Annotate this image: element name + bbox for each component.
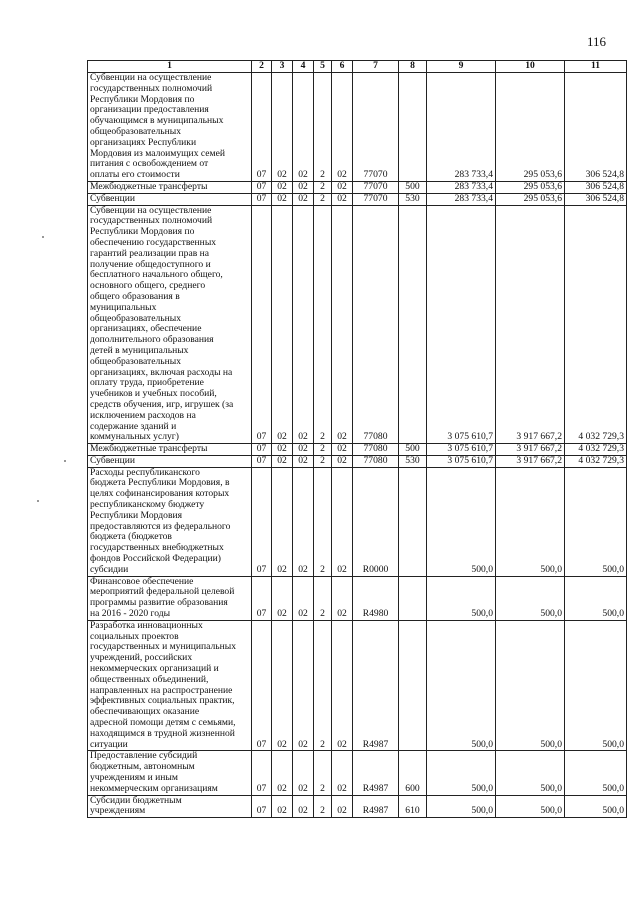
code-cell-c3: 02	[272, 620, 293, 751]
code-cell-c7: 77070	[353, 181, 399, 193]
table-row	[88, 576, 627, 620]
table-row	[88, 467, 627, 576]
code-cell-c4: 02	[293, 751, 314, 795]
amount-cell-c10: 3 917 667,2	[496, 444, 565, 456]
amount-cell-c11: 500,0	[565, 751, 627, 795]
code-cell-c8: 610	[399, 795, 427, 818]
table-row	[88, 73, 627, 182]
header-row	[88, 61, 627, 73]
amount-cell-c11: 500,0	[565, 620, 627, 751]
table-row	[88, 181, 627, 193]
code-cell-c2: 07	[252, 576, 272, 620]
code-cell-c3: 02	[272, 576, 293, 620]
table-row	[88, 795, 627, 818]
code-cell-c6: 02	[332, 181, 353, 193]
amount-cell-c9: 500,0	[427, 620, 496, 751]
row-name-cell: Субвенции на осуществление государственных полномочий Республики Мордовия по организации предоставления обучающимся в муниципальных общеобразовательных организациях Республики Мордовия из малоимущих семей питания с освобождением от оплаты его стоимости	[88, 73, 252, 182]
code-cell-c8: 500	[399, 444, 427, 456]
amount-cell-c9: 500,0	[427, 576, 496, 620]
code-cell-c4: 02	[293, 795, 314, 818]
code-cell-c5: 2	[314, 444, 332, 456]
amount-cell-c9: 3 075 610,7	[427, 455, 496, 467]
table-body	[88, 73, 627, 818]
code-cell-c2: 07	[252, 205, 272, 444]
code-cell-c3: 02	[272, 751, 293, 795]
column-header-5: 5	[314, 61, 332, 73]
amount-cell-c10: 295 053,6	[496, 73, 565, 182]
code-cell-c8: 530	[399, 193, 427, 205]
row-name-cell: Субвенции на осуществление государственных полномочий Республики Мордовия по обеспечению государственных гарантий реализации прав на получение общедоступного и бесплатного начального общего, основного общего, среднего общего образования в муниципальных общеобразовательных организациях, обеспечение дополнительного образования детей в муниципальных общеобразовательных организациях, включая расходы на оплату труда, приобретение учебников и учебных пособий, средств обучения, игр, игрушек (за исключением расходов на содержание зданий и коммунальных услуг)	[88, 205, 252, 444]
amount-cell-c9: 283 733,4	[427, 73, 496, 182]
code-cell-c6: 02	[332, 73, 353, 182]
code-cell-c8	[399, 73, 427, 182]
code-cell-c7: R4980	[353, 576, 399, 620]
amount-cell-c9: 500,0	[427, 751, 496, 795]
scan-speck	[42, 236, 44, 238]
row-name-cell: Межбюджетные трансферты	[88, 181, 252, 193]
code-cell-c7: 77070	[353, 193, 399, 205]
code-cell-c2: 07	[252, 193, 272, 205]
code-cell-c2: 07	[252, 455, 272, 467]
table-row	[88, 455, 627, 467]
column-header-6: 6	[332, 61, 353, 73]
code-cell-c4: 02	[293, 73, 314, 182]
code-cell-c5: 2	[314, 181, 332, 193]
row-name-cell: Расходы республиканского бюджета Республики Мордовия, в целях софинансирования которых республиканскому бюджету Республики Мордовия предоставляются из федерального бюджета (бюджетов государственных внебюджетных фондов Российской Федерации) субсидии	[88, 467, 252, 576]
amount-cell-c9: 3 075 610,7	[427, 444, 496, 456]
code-cell-c2: 07	[252, 620, 272, 751]
code-cell-c5: 2	[314, 795, 332, 818]
code-cell-c5: 2	[314, 576, 332, 620]
code-cell-c4: 02	[293, 467, 314, 576]
code-cell-c7: R4987	[353, 751, 399, 795]
code-cell-c3: 02	[272, 193, 293, 205]
code-cell-c3: 02	[272, 455, 293, 467]
code-cell-c8: 600	[399, 751, 427, 795]
code-cell-c5: 2	[314, 205, 332, 444]
column-header-2: 2	[252, 61, 272, 73]
code-cell-c7: 77080	[353, 455, 399, 467]
amount-cell-c9: 500,0	[427, 467, 496, 576]
code-cell-c3: 02	[272, 205, 293, 444]
code-cell-c3: 02	[272, 795, 293, 818]
column-header-4: 4	[293, 61, 314, 73]
code-cell-c6: 02	[332, 455, 353, 467]
amount-cell-c10: 500,0	[496, 467, 565, 576]
code-cell-c2: 07	[252, 751, 272, 795]
amount-cell-c9: 283 733,4	[427, 193, 496, 205]
code-cell-c7: R4987	[353, 795, 399, 818]
code-cell-c5: 2	[314, 620, 332, 751]
code-cell-c5: 2	[314, 73, 332, 182]
amount-cell-c11: 4 032 729,3	[565, 444, 627, 456]
amount-cell-c10: 3 917 667,2	[496, 205, 565, 444]
code-cell-c8	[399, 576, 427, 620]
row-name-cell: Финансовое обеспечение мероприятий федеральной целевой программы развитие образования на 2016 - 2020 годы	[88, 576, 252, 620]
column-header-10: 10	[496, 61, 565, 73]
table-row	[88, 620, 627, 751]
amount-cell-c10: 500,0	[496, 576, 565, 620]
amount-cell-c10: 500,0	[496, 751, 565, 795]
code-cell-c3: 02	[272, 444, 293, 456]
code-cell-c2: 07	[252, 467, 272, 576]
column-header-9: 9	[427, 61, 496, 73]
amount-cell-c11: 306 524,8	[565, 181, 627, 193]
code-cell-c3: 02	[272, 467, 293, 576]
code-cell-c4: 02	[293, 455, 314, 467]
code-cell-c4: 02	[293, 205, 314, 444]
amount-cell-c11: 4 032 729,3	[565, 455, 627, 467]
amount-cell-c10: 500,0	[496, 620, 565, 751]
code-cell-c7: 77070	[353, 73, 399, 182]
row-name-cell: Предоставление субсидий бюджетным, автономным учреждениям и иным некоммерческим организациям	[88, 751, 252, 795]
column-header-8: 8	[399, 61, 427, 73]
page-number: 116	[587, 34, 607, 49]
row-name-cell: Межбюджетные трансферты	[88, 444, 252, 456]
amount-cell-c9: 500,0	[427, 795, 496, 818]
amount-cell-c10: 3 917 667,2	[496, 455, 565, 467]
code-cell-c2: 07	[252, 181, 272, 193]
code-cell-c2: 07	[252, 73, 272, 182]
row-name-cell: Разработка инновационных социальных проектов государственных и муниципальных учреждений, российских некоммерческих организаций и общественных объединений, направленных на распространение эффективных социальных практик, обеспечивающих оказание адресной помощи детям с семьями, находящимся в трудной жизненной ситуации	[88, 620, 252, 751]
row-name-cell: Субвенции	[88, 193, 252, 205]
code-cell-c8	[399, 467, 427, 576]
code-cell-c4: 02	[293, 444, 314, 456]
code-cell-c6: 02	[332, 205, 353, 444]
code-cell-c7: 77080	[353, 205, 399, 444]
code-cell-c5: 2	[314, 751, 332, 795]
column-header-1: 1	[88, 61, 252, 73]
amount-cell-c10: 295 053,6	[496, 193, 565, 205]
row-name-cell: Субсидии бюджетным учреждениям	[88, 795, 252, 818]
row-name-cell: Субвенции	[88, 455, 252, 467]
code-cell-c8: 530	[399, 455, 427, 467]
code-cell-c7: R4987	[353, 620, 399, 751]
code-cell-c6: 02	[332, 576, 353, 620]
amount-cell-c11: 306 524,8	[565, 193, 627, 205]
amount-cell-c9: 283 733,4	[427, 181, 496, 193]
scan-speck	[64, 460, 66, 462]
table-row	[88, 193, 627, 205]
amount-cell-c10: 500,0	[496, 795, 565, 818]
table-row	[88, 751, 627, 795]
amount-cell-c11: 4 032 729,3	[565, 205, 627, 444]
code-cell-c5: 2	[314, 193, 332, 205]
column-header-7: 7	[353, 61, 399, 73]
column-header-11: 11	[565, 61, 627, 73]
amount-cell-c11: 500,0	[565, 576, 627, 620]
amount-cell-c11: 500,0	[565, 795, 627, 818]
code-cell-c4: 02	[293, 620, 314, 751]
scan-speck	[37, 500, 39, 502]
code-cell-c2: 07	[252, 444, 272, 456]
code-cell-c4: 02	[293, 181, 314, 193]
code-cell-c6: 02	[332, 444, 353, 456]
amount-cell-c11: 500,0	[565, 467, 627, 576]
code-cell-c6: 02	[332, 467, 353, 576]
code-cell-c5: 2	[314, 455, 332, 467]
code-cell-c8	[399, 620, 427, 751]
code-cell-c3: 02	[272, 181, 293, 193]
code-cell-c8	[399, 205, 427, 444]
code-cell-c6: 02	[332, 193, 353, 205]
code-cell-c8: 500	[399, 181, 427, 193]
amount-cell-c9: 3 075 610,7	[427, 205, 496, 444]
code-cell-c7: 77080	[353, 444, 399, 456]
code-cell-c2: 07	[252, 795, 272, 818]
amount-cell-c11: 306 524,8	[565, 73, 627, 182]
code-cell-c7: R0000	[353, 467, 399, 576]
code-cell-c6: 02	[332, 795, 353, 818]
code-cell-c6: 02	[332, 751, 353, 795]
code-cell-c6: 02	[332, 620, 353, 751]
code-cell-c3: 02	[272, 73, 293, 182]
amount-cell-c10: 295 053,6	[496, 181, 565, 193]
column-header-3: 3	[272, 61, 293, 73]
code-cell-c4: 02	[293, 193, 314, 205]
table-row	[88, 205, 627, 444]
code-cell-c4: 02	[293, 576, 314, 620]
budget-table	[87, 60, 627, 818]
table-row	[88, 444, 627, 456]
code-cell-c5: 2	[314, 467, 332, 576]
